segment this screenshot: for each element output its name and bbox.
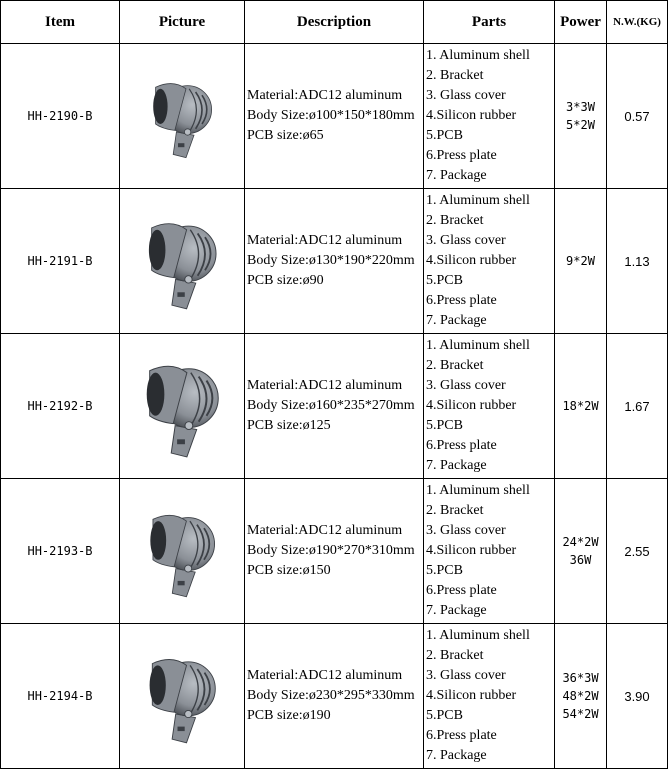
description-cell-line: Body Size:ø130*190*220mm [247, 253, 415, 268]
table-row [1, 624, 668, 769]
spotlight-lamp-icon [127, 491, 237, 611]
description-cell-line: Body Size:ø190*270*310mm [247, 543, 415, 558]
parts-cell-line: 3. Glass cover [426, 378, 506, 393]
description-cell-line: Material:ADC12 aluminum [247, 668, 403, 683]
power-cell [555, 479, 607, 624]
description-cell [245, 44, 424, 189]
parts-cell [424, 624, 555, 769]
parts-cell [424, 44, 555, 189]
power-cell-line: 36*3W [562, 671, 599, 685]
product-picture [120, 624, 245, 769]
parts-cell-line: 5.PCB [426, 128, 463, 143]
parts-cell-line: 4.Silicon rubber [426, 253, 517, 268]
description-cell-line: Body Size:ø230*295*330mm [247, 688, 415, 703]
parts-cell-line: 2. Bracket [426, 648, 484, 663]
parts-cell-line: 7. Package [426, 603, 487, 618]
parts-cell-line: 2. Bracket [426, 358, 484, 373]
product-picture [120, 44, 245, 189]
item-code: HH-2194-B [1, 624, 120, 769]
header-picture: Picture [120, 1, 245, 44]
parts-cell-line: 7. Package [426, 748, 487, 763]
parts-cell-line: 3. Glass cover [426, 233, 506, 248]
description-cell [245, 624, 424, 769]
power-cell-line: 3*3W [566, 100, 595, 114]
parts-cell-line: 2. Bracket [426, 503, 484, 518]
description-cell [245, 334, 424, 479]
product-picture [120, 479, 245, 624]
parts-cell-line: 2. Bracket [426, 68, 484, 83]
table-row [1, 479, 668, 624]
description-cell-line: PCB size:ø190 [247, 708, 331, 723]
power-cell [555, 624, 607, 769]
header-item: Item [1, 1, 120, 44]
description-cell-line: PCB size:ø125 [247, 418, 331, 433]
table-row [1, 189, 668, 334]
header-power: Power [555, 1, 607, 44]
description-cell-line: Body Size:ø100*150*180mm [247, 108, 415, 123]
net-weight: 1.13 [607, 189, 668, 334]
parts-cell-line: 5.PCB [426, 273, 463, 288]
parts-cell-line: 3. Glass cover [426, 668, 506, 683]
parts-cell-line: 6.Press plate [426, 583, 497, 598]
power-cell [555, 189, 607, 334]
item-code: HH-2193-B [1, 479, 120, 624]
description-cell-line: Material:ADC12 aluminum [247, 523, 403, 538]
spotlight-lamp-icon [127, 346, 237, 466]
item-code: HH-2191-B [1, 189, 120, 334]
power-cell [555, 334, 607, 479]
parts-cell-line: 6.Press plate [426, 438, 497, 453]
description-cell-line: PCB size:ø150 [247, 563, 331, 578]
parts-cell-line: 6.Press plate [426, 148, 497, 163]
parts-cell-line: 5.PCB [426, 418, 463, 433]
description-cell-line: Material:ADC12 aluminum [247, 88, 403, 103]
header-row [1, 1, 668, 44]
net-weight: 0.57 [607, 44, 668, 189]
parts-cell-line: 4.Silicon rubber [426, 688, 517, 703]
parts-cell-line: 5.PCB [426, 563, 463, 578]
power-cell-line: 24*2W [562, 535, 599, 549]
power-cell-line: 36W [569, 553, 592, 567]
description-cell [245, 479, 424, 624]
table-row [1, 44, 668, 189]
description-cell-line: PCB size:ø90 [247, 273, 324, 288]
net-weight: 2.55 [607, 479, 668, 624]
power-cell-line: 18*2W [562, 399, 599, 413]
power-cell-line: 5*2W [566, 118, 595, 132]
parts-cell-line: 1. Aluminum shell [426, 483, 530, 498]
parts-cell-line: 4.Silicon rubber [426, 108, 517, 123]
spotlight-lamp-icon [127, 56, 237, 176]
description-cell [245, 189, 424, 334]
product-picture [120, 189, 245, 334]
item-code: HH-2192-B [1, 334, 120, 479]
product-picture [120, 334, 245, 479]
parts-cell-line: 6.Press plate [426, 293, 497, 308]
parts-cell-line: 6.Press plate [426, 728, 497, 743]
description-cell-line: Material:ADC12 aluminum [247, 233, 403, 248]
power-cell-line: 9*2W [566, 254, 595, 268]
description-cell-line: Body Size:ø160*235*270mm [247, 398, 415, 413]
parts-cell-line: 4.Silicon rubber [426, 543, 517, 558]
parts-cell-line: 2. Bracket [426, 213, 484, 228]
parts-cell-line: 5.PCB [426, 708, 463, 723]
parts-cell [424, 334, 555, 479]
spotlight-lamp-icon [127, 201, 237, 321]
parts-cell-line: 4.Silicon rubber [426, 398, 517, 413]
header-parts: Parts [424, 1, 555, 44]
net-weight: 3.90 [607, 624, 668, 769]
parts-cell [424, 479, 555, 624]
item-code: HH-2190-B [1, 44, 120, 189]
power-cell [555, 44, 607, 189]
parts-cell-line: 3. Glass cover [426, 88, 506, 103]
parts-cell-line: 7. Package [426, 168, 487, 183]
description-cell-line: PCB size:ø65 [247, 128, 324, 143]
parts-cell-line: 1. Aluminum shell [426, 628, 530, 643]
parts-cell [424, 189, 555, 334]
power-cell-line: 48*2W [562, 689, 599, 703]
table-row [1, 334, 668, 479]
spotlight-lamp-icon [127, 636, 237, 756]
parts-cell-line: 1. Aluminum shell [426, 193, 530, 208]
parts-cell-line: 3. Glass cover [426, 523, 506, 538]
parts-cell-line: 1. Aluminum shell [426, 48, 530, 63]
header-description: Description [245, 1, 424, 44]
power-cell-line: 54*2W [562, 707, 599, 721]
parts-cell-line: 7. Package [426, 458, 487, 473]
net-weight: 1.67 [607, 334, 668, 479]
description-cell-line: Material:ADC12 aluminum [247, 378, 403, 393]
parts-cell-line: 1. Aluminum shell [426, 338, 530, 353]
header-weight: N.W.(KG) [607, 1, 668, 44]
parts-cell-line: 7. Package [426, 313, 487, 328]
